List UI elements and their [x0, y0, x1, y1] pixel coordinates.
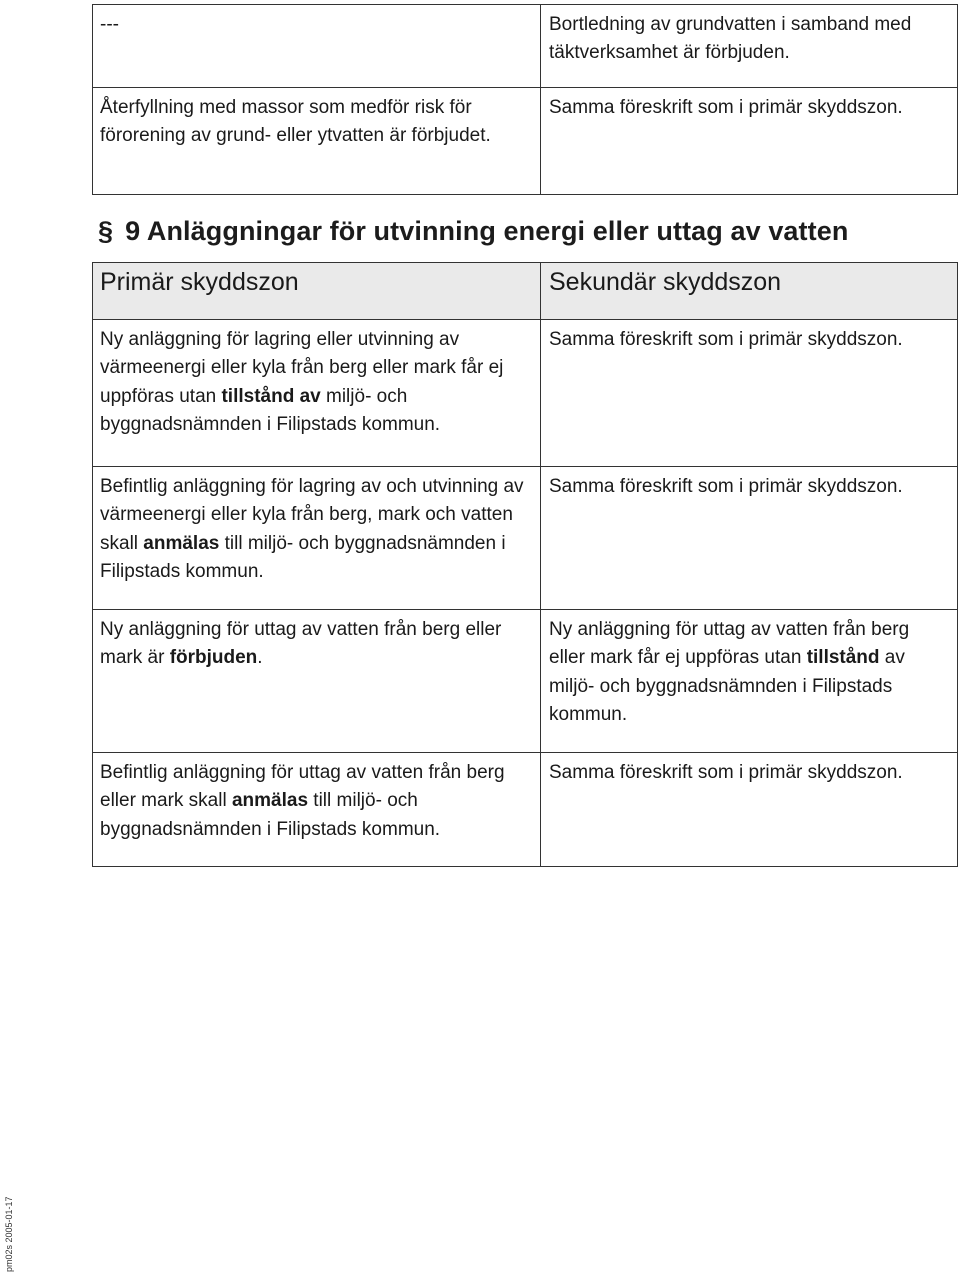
cell-text: Samma föreskrift som i primär skyddszon.: [549, 329, 903, 350]
table-header-row: [93, 263, 958, 320]
cell-text: Befintlig anläggning för uttag av vatten från berg eller mark skall: [100, 762, 505, 812]
table-row: [93, 88, 958, 195]
table-cell: Återfyllning med massor som medför risk för förorening av grund- eller ytvatten är förbjudet.: [93, 88, 541, 195]
document-stamp: pm02s 2005-01-17: [4, 1196, 14, 1272]
cell-text: till miljö- och byggnadsnämnden i Filipstads kommun.: [100, 532, 506, 582]
cell-text-bold: tillstånd: [806, 647, 880, 669]
section-heading: [98, 216, 898, 247]
table-row: [93, 753, 958, 867]
table-cell: ---: [93, 5, 541, 88]
cell-text-bold: förbjuden: [169, 647, 258, 669]
cell-text: Ny anläggning för lagring eller utvinning av värmeenergi eller kyla från berg eller mark får ej uppföras utan: [100, 329, 504, 407]
section-number: 9: [125, 216, 141, 246]
table-cell: Samma föreskrift som i primär skyddszon.: [541, 88, 958, 195]
table-cell: [541, 467, 958, 610]
cell-text: av miljö- och byggnadsnämnden i Filipstads kommun.: [549, 647, 905, 725]
table-cell: Bortledning av grundvatten i samband med täktverksamhet är förbjuden.: [541, 5, 958, 88]
cell-text: miljö- och byggnadsnämnden i Filipstads kommun.: [100, 385, 441, 435]
header-primary-zone: Primär skyddszon: [93, 263, 541, 320]
table-cell: [93, 753, 541, 867]
cell-text-bold: tillstånd av: [221, 385, 321, 407]
cell-text: Samma föreskrift som i primär skyddszon.: [549, 476, 903, 497]
table-row: [93, 320, 958, 467]
cell-text: Ny anläggning för uttag av vatten från berg eller mark får ej uppföras utan: [549, 619, 910, 669]
table-row: [93, 610, 958, 753]
section-symbol: §: [98, 216, 114, 246]
section-title: Anläggningar för utvinning energi eller uttag av vatten: [146, 216, 849, 246]
cell-text: Samma föreskrift som i primär skyddszon.: [549, 762, 903, 783]
cell-text: till miljö- och byggnadsnämnden i Filipstads kommun.: [100, 790, 441, 840]
table-cell: [541, 320, 958, 467]
cell-text: .: [257, 647, 263, 669]
table-cell: [93, 320, 541, 467]
header-secondary-zone: Sekundär skyddszon: [541, 263, 958, 320]
cell-text-bold: anmälas: [143, 532, 220, 554]
table-row: [93, 467, 958, 610]
table-cell: [541, 610, 958, 753]
table-cell: [93, 467, 541, 610]
cell-text: Ny anläggning för uttag av vatten från berg eller mark är: [100, 619, 502, 669]
table-cell: [93, 610, 541, 753]
cell-text: Befintlig anläggning för lagring av och utvinning av värmeenergi eller kyla från berg, mark och vatten skall: [100, 476, 524, 554]
zone-table: [92, 262, 958, 867]
cell-text-bold: anmälas: [231, 790, 309, 812]
top-table: [92, 4, 958, 195]
table-cell: [541, 753, 958, 867]
table-row: [93, 5, 958, 88]
